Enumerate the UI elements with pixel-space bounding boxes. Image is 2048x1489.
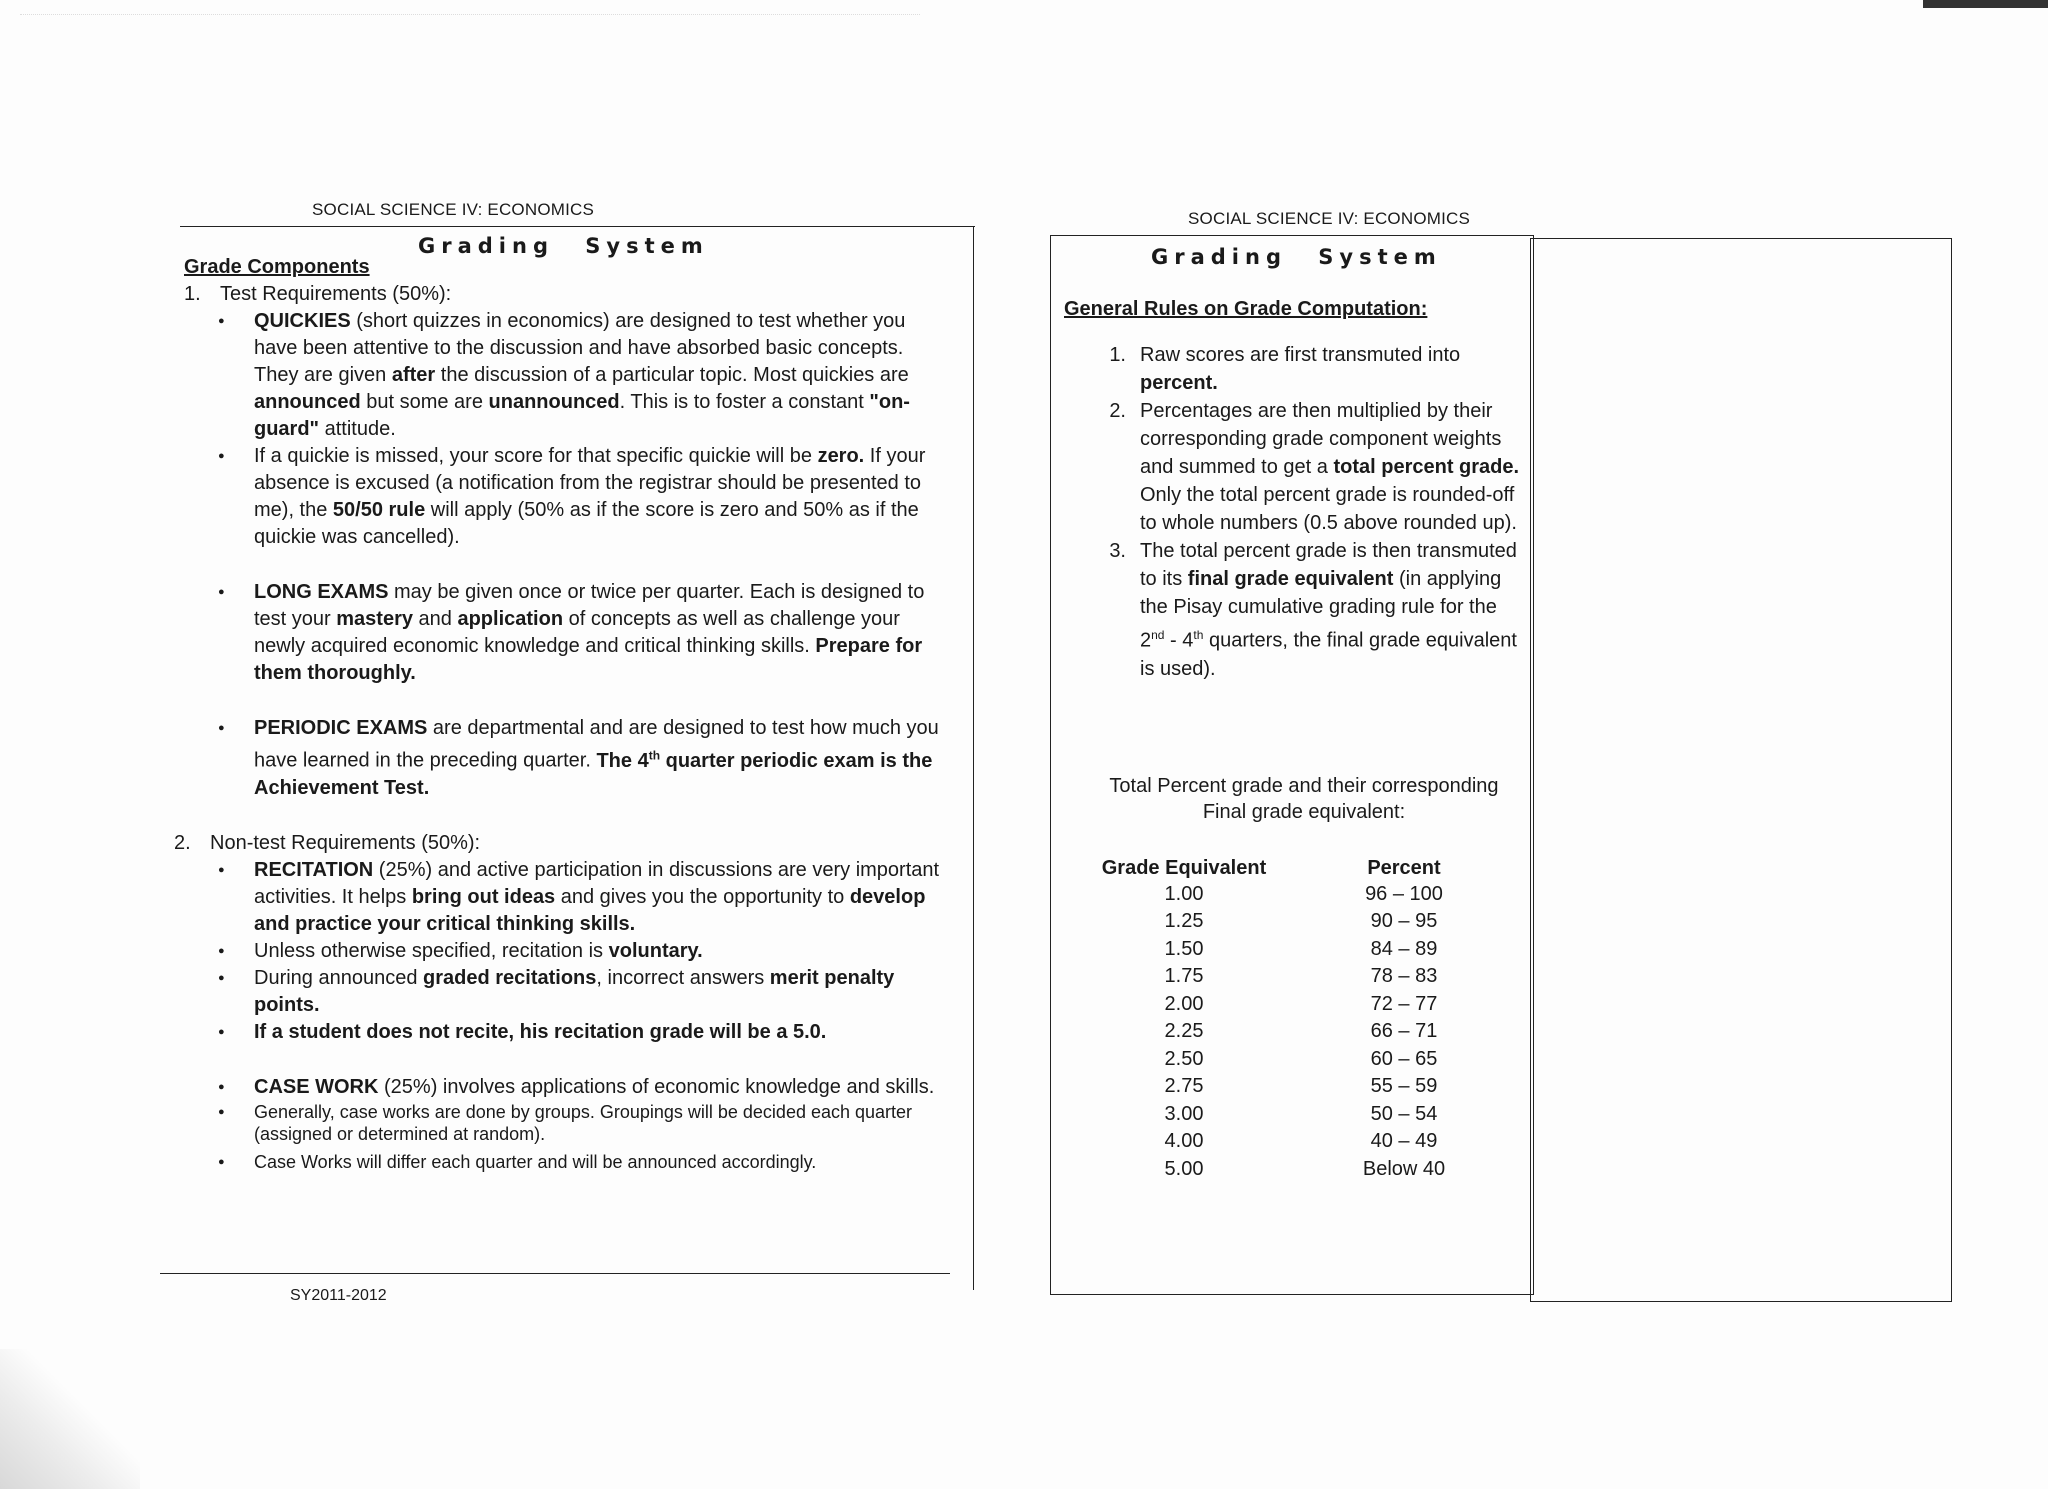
table-row (1084, 881, 1524, 909)
bullet-quickies: ● QUICKIES (short quizzes in economics) are designed to test whether you have been attentive to the discussion and have absorbed basic concepts. They are given after the discussion of a particular topic. Most quickies are announced but some are unannounced. This is to foster a constant "on-guard" attitude. (254, 308, 944, 443)
percent-cell: 60 – 65 (1370, 1047, 1438, 1070)
table-row (1084, 1073, 1524, 1101)
percent-cell: 84 – 89 (1370, 937, 1438, 960)
table-row (1084, 1018, 1524, 1046)
school-year: SY2011-2012 (290, 1287, 387, 1304)
bullet-no-recite: ● If a student does not recite, his recitation grade will be a 5.0. (254, 1019, 944, 1046)
percent-cell: Below 40 (1362, 1157, 1446, 1180)
bullet-periodic-exams: ● PERIODIC EXAMS are departmental and are designed to test how much you have learned in the preceding quarter. The 4th quarter periodic exam is the Achievement Test. (254, 715, 944, 802)
percent-cell: 90 – 95 (1370, 910, 1438, 933)
table-intro-line: Final grade equivalent: (1202, 800, 1406, 823)
bullet-case-work: ● CASE WORK (25%) involves applications of economic knowledge and skills. (254, 1074, 944, 1101)
right-handout (1018, 205, 2018, 1315)
grade-cell: 1.50 (1164, 937, 1204, 960)
grade-components (174, 254, 944, 1173)
grade-computation (1064, 295, 1524, 1183)
side-box (1530, 238, 1952, 1302)
grade-cell: 2.50 (1164, 1047, 1204, 1070)
list-number: 1. (184, 283, 201, 305)
column-header: Grade Equivalent (1101, 856, 1267, 879)
table-row (1084, 963, 1524, 991)
non-test-requirements (174, 830, 944, 857)
list-number: 2. (174, 831, 191, 854)
list-number: 2. (1109, 400, 1126, 422)
list-number: 3. (1109, 540, 1126, 562)
table-body (1084, 881, 1524, 1184)
course-header: SOCIAL SCIENCE IV: ECONOMICS (1188, 209, 1471, 228)
page-title: Grading System (1151, 245, 1442, 269)
grade-cell: 1.75 (1164, 965, 1204, 988)
table-header-row (1084, 855, 1524, 881)
table-row (1084, 908, 1524, 936)
rule-item (1064, 537, 1524, 683)
bullet-long-exams: ● LONG EXAMS may be given once or twice per quarter. Each is designed to test your mastery and application of concepts as well as challenge your newly acquired economic knowledge and critical thinking skills. Prepare for them thoroughly. (254, 579, 944, 687)
column-header: Percent (1367, 856, 1441, 879)
grade-cell: 3.00 (1164, 1102, 1204, 1125)
grade-cell: 1.25 (1164, 910, 1204, 933)
rule-text: Raw scores are first transmuted into percent. (1140, 344, 1461, 394)
percent-cell: 78 – 83 (1370, 965, 1438, 988)
percent-cell: 50 – 54 (1370, 1102, 1438, 1125)
bullet-recitation: ● RECITATION (25%) and active participation in discussions are very important activities. It helps bring out ideas and gives you the opportunity to develop and practice your critical thinking skills. (254, 857, 944, 938)
table-row (1084, 991, 1524, 1019)
bullet-voluntary: ● Unless otherwise specified, recitation is voluntary. (254, 938, 944, 965)
footer-rule (160, 1273, 950, 1274)
scan-edge-mark (1923, 0, 2048, 8)
table-row (1084, 1128, 1524, 1156)
table-row (1084, 936, 1524, 964)
grade-cell: 2.25 (1164, 1020, 1204, 1043)
page-title: Grading System (418, 234, 709, 258)
rule-text: Percentages are then multiplied by their corresponding grade component weights and summed to get a total percent grade. Only the total percent grade is rounded-off to whole numbers (0.5 above rounded up). (1140, 400, 1520, 534)
rule-item (1064, 397, 1524, 537)
page-fold-shadow (0, 1349, 140, 1489)
percent-cell: 72 – 77 (1370, 992, 1438, 1015)
grade-cell: 5.00 (1164, 1157, 1204, 1180)
bullet-graded-recitations: ● During announced graded recitations, incorrect answers merit penalty points. (254, 965, 944, 1019)
grade-cell: 2.75 (1164, 1075, 1204, 1098)
table-row (1084, 1046, 1524, 1074)
box-border-right (973, 226, 974, 1290)
grade-equivalent-table (1084, 855, 1524, 1184)
bullet-case-differ: ● Case Works will differ each quarter and will be announced accordingly. (254, 1151, 944, 1173)
table-row (1084, 1156, 1524, 1184)
scan-noise (20, 14, 920, 17)
grade-cell: 1.00 (1164, 882, 1204, 905)
header-rule (180, 226, 975, 227)
left-handout (160, 190, 980, 1310)
percent-cell: 96 – 100 (1365, 882, 1443, 905)
table-intro (1064, 773, 1524, 825)
course-header: SOCIAL SCIENCE IV: ECONOMICS (312, 200, 595, 219)
percent-cell: 55 – 59 (1370, 1075, 1438, 1098)
table-row (1084, 1101, 1524, 1129)
rule-item (1064, 341, 1524, 397)
table-intro-line: Total Percent grade and their corresponding (1109, 774, 1499, 797)
list-label: Test Requirements (50%): (220, 283, 452, 305)
test-requirements (184, 281, 944, 308)
grade-cell: 2.00 (1164, 992, 1204, 1015)
section-heading: General Rules on Grade Computation: (1064, 298, 1428, 320)
list-number: 1. (1109, 344, 1126, 366)
percent-cell: 66 – 71 (1370, 1020, 1438, 1043)
percent-cell: 40 – 49 (1370, 1130, 1438, 1153)
section-heading: Grade Components (184, 256, 370, 278)
bullet-groups: ● Generally, case works are done by groups. Groupings will be decided each quarter (assigned or determined at random). (254, 1101, 944, 1145)
grade-cell: 4.00 (1164, 1130, 1204, 1153)
bullet-missed-quickie: ● If a quickie is missed, your score for that specific quickie will be zero. If your absence is excused (a notification from the registrar should be presented to me), the 50/50 rule will apply (50% as if the score is zero and 50% as if the quickie was cancelled). (254, 443, 944, 551)
rule-text: The total percent grade is then transmuted to its final grade equivalent (in applying the Pisay cumulative grading rule for the 2nd - 4th quarters, the final grade equivalent is used). (1140, 540, 1517, 680)
list-label: Non-test Requirements (50%): (210, 831, 481, 854)
rules-list (1064, 341, 1524, 683)
